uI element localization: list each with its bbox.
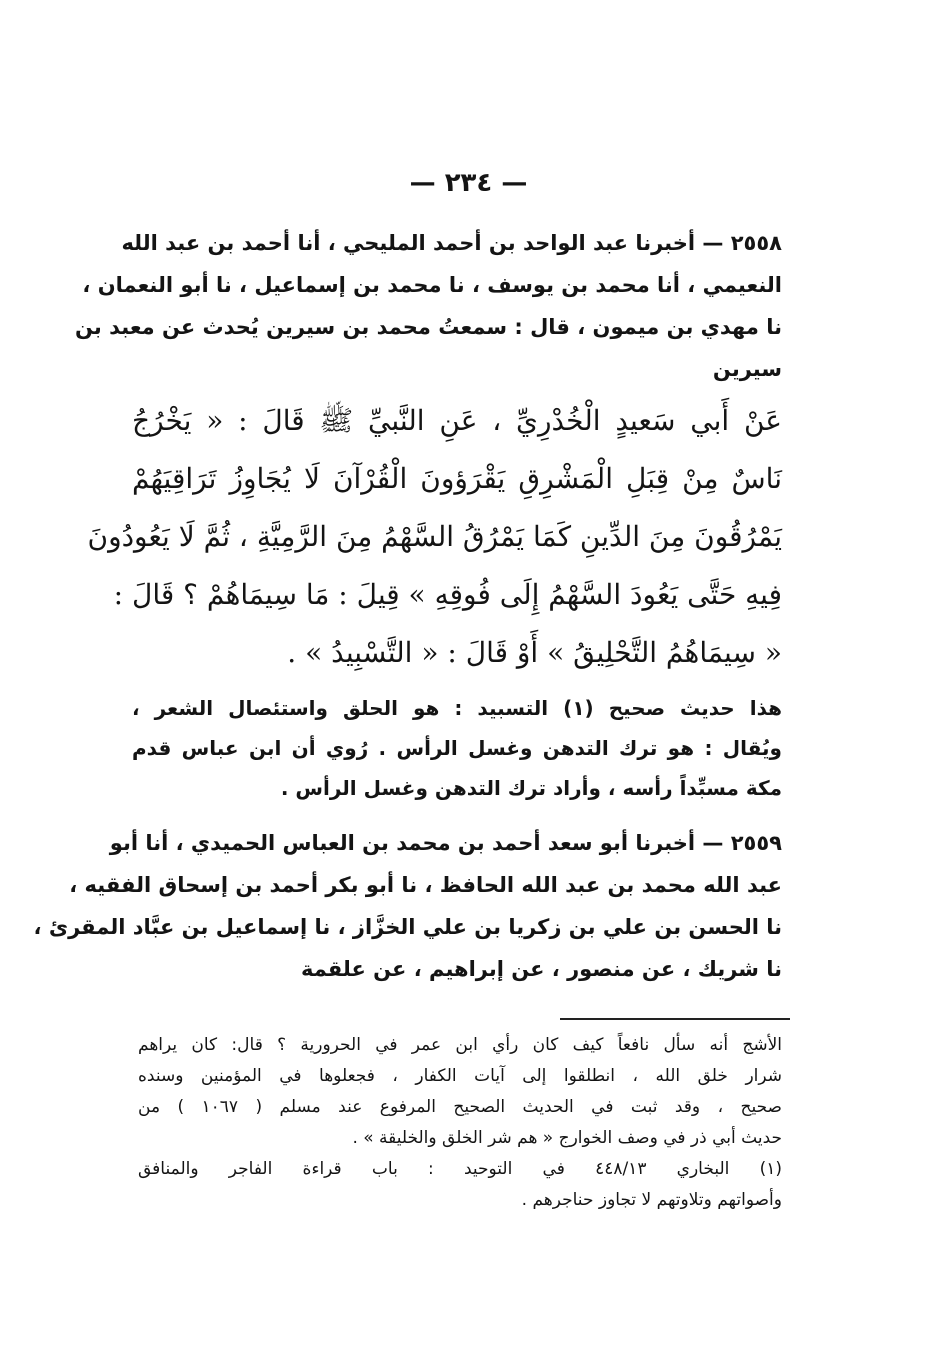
isnad-line: عبد الله محمد بن عبد الله الحافظ ، نا أبو بكر أحمد بن إسحاق الفقيه ، (69, 873, 782, 897)
footnote-line: شرار خلق الله ، انطلقوا إلى آيات الكفار ، فجعلوها في المؤمنين وسنده (138, 1066, 782, 1086)
matn-line: عَنْ أَبي سَعيدٍ الْخُدْرِيِّ ، عَنِ النَّبيِّ ﷺ قَالَ : « يَخْرُجُ (132, 404, 782, 437)
footnote-divider (560, 1018, 790, 1020)
isnad-line: ٢٥٥٩ — أخبرنا أبو سعد أحمد بن محمد بن العباس الحميدي ، أنا أبو (109, 831, 782, 855)
hadith-2558-commentary (132, 688, 782, 808)
footnote-line: صحيح ، وقد ثبت في الحديث الصحيح المرفوع عند مسلم ( ١٠٦٧ ) من (138, 1097, 782, 1117)
matn-line: فِيهِ حَتَّى يَعُودَ السَّهْمُ إِلَى فُوقِهِ » قِيلَ : مَا سِيمَاهُمْ ؟ قَالَ : (113, 578, 782, 611)
footnote-line: (١) البخاري ٤٤٨/١٣ في التوحيد : باب قراءة الفاجر والمنافق (138, 1159, 782, 1179)
isnad-line: ٢٥٥٨ — أخبرنا عبد الواحد بن أحمد المليحي ، أنا أحمد بن عبد الله (121, 231, 782, 255)
commentary-line: ويُقال : هو ترك التدهن وغسل الرأس . رُوي أن ابن عباس قدم (132, 736, 782, 760)
footnote-line: الأشج أنه سأل نافعاً كيف كان رأي ابن عمر في الحرورية ؟ قال: كان يراهم (138, 1035, 782, 1055)
isnad-line: النعيمي ، أنا محمد بن يوسف ، نا محمد بن إسماعيل ، نا أبو النعمان ، (82, 273, 782, 297)
isnad-line: نا الحسن بن علي بن زكريا بن علي الخزَّاز ، نا إسماعيل بن عبَّاد المقرئ ، (33, 915, 782, 939)
matn-line: يَمْرُقُونَ مِنَ الدِّينِ كَمَا يَمْرُقُ السَّهْمُ مِنَ الرَّمِيَّةِ ، ثُمَّ لَا يَعُودُونَ (87, 520, 782, 553)
commentary-line: هذا حديث صحيح (١) التسبيد : هو الحلق واستئصال الشعر ، (132, 696, 782, 720)
isnad-line: نا شريك ، عن منصور ، عن إبراهيم ، عن علقمة (300, 957, 782, 981)
isnad-line: سيرين (712, 357, 782, 381)
commentary-line: مكة مسبِّداً رأسه ، وأراد ترك التدهن وغسل الرأس . (280, 776, 782, 800)
matn-line: « سِيمَاهُمُ التَّحْلِيقُ » أَوْ قَالَ : « التَّسْبِيدُ » . (287, 636, 782, 669)
matn-line: نَاسٌ مِنْ قِبَلِ الْمَشْرِقِ يَقْرَؤونَ الْقُرْآنَ لَا يُجَاوِزُ تَرَاقِيَهُمْ (132, 462, 782, 495)
footnotes (138, 1030, 782, 1216)
isnad-line: نا مهدي بن ميمون ، قال : سمعتُ محمد بن سيرين يُحدث عن معبد بن (75, 315, 782, 339)
footnote-line: وأصواتهم وتلاوتهم لا تجاوز حناجرهم . (521, 1190, 782, 1210)
footnote-line: حديث أبي ذر في وصف الخوارج « هم شر الخلق والخليقة » . (352, 1128, 782, 1148)
hadith-2558-matn (87, 392, 782, 682)
hadith-2558-isnad (75, 222, 782, 390)
hadith-2559-isnad (33, 822, 782, 990)
page-number: — ٢٣٤ — (409, 168, 528, 198)
